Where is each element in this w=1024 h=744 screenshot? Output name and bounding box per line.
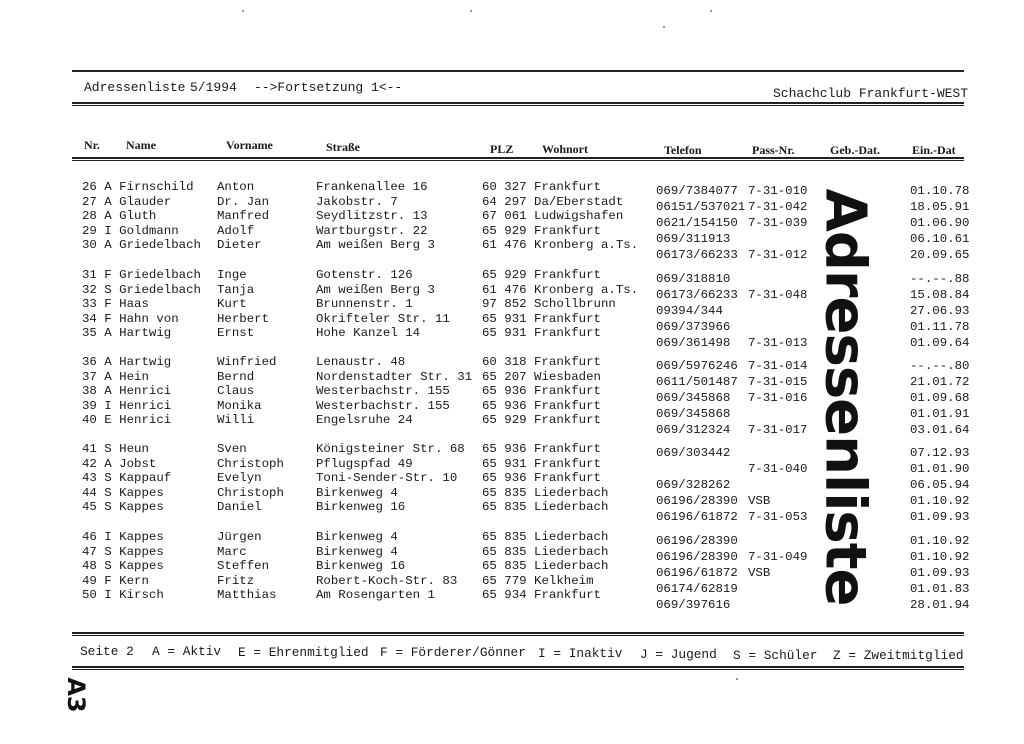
member-phone: 069/311913 <box>656 232 731 247</box>
member-street: Westerbachstr. 155 <box>316 384 450 399</box>
member-postal-city: 65 207 Wiesbaden <box>482 369 601 384</box>
member-first-name: Christoph <box>217 456 284 471</box>
col-plz-header: PLZ <box>490 142 514 156</box>
member-entry-date: 18.05.91 <box>910 200 970 215</box>
member-postal-city: 61 476 Kronberg a.Ts. <box>482 282 639 297</box>
legend-item: Z = Zweitmitglied <box>833 648 964 664</box>
member-entry-date: 01.01.90 <box>910 462 970 477</box>
footer-bottom-rule-2 <box>72 669 964 670</box>
col-strasse-header: Straße <box>326 140 360 154</box>
member-postal-city: 65 835 Liederbach <box>482 544 609 559</box>
member-postal-city: 65 936 Frankfurt <box>482 471 601 486</box>
member-phone: 06173/66233 <box>656 288 738 303</box>
member-postal-city: 97 852 Schollbrunn <box>482 297 616 312</box>
member-first-name: Ernst <box>217 326 255 341</box>
member-first-name: Jürgen <box>217 530 262 544</box>
member-postal-city: 65 835 Liederbach <box>482 500 609 515</box>
member-first-name: Marc <box>217 544 247 559</box>
member-street: Am weißen Berg 3 <box>316 282 435 297</box>
member-street: Seydlitzstr. 13 <box>316 209 428 224</box>
member-street: Okrifteler Str. 11 <box>316 311 450 326</box>
member-pass-number: 7-31-048 <box>748 288 808 303</box>
member-pass-number: 7-31-049 <box>748 550 808 565</box>
member-phone: 069/7384077 <box>656 184 738 199</box>
member-phone: 06151/537021 <box>656 200 746 215</box>
member-first-name: Steffen <box>217 559 270 574</box>
member-first-name: Evelyn <box>217 471 262 486</box>
member-pass-number: 7-31-017 <box>748 423 808 438</box>
member-pass-number: 7-31-012 <box>748 248 808 263</box>
member-entry-date: 01.01.83 <box>910 582 970 597</box>
member-first-name: Matthias <box>217 588 277 603</box>
member-entry-date: 21.01.72 <box>910 375 970 390</box>
member-entry-date: 07.12.93 <box>910 446 970 461</box>
col-name-header: Name <box>126 138 156 152</box>
member-entry-date: 01.09.68 <box>910 391 970 406</box>
member-member-number-name: 42 A Jobst <box>82 456 157 471</box>
member-street: Hohe Kanzel 14 <box>316 326 421 341</box>
member-street: Frankenallee 16 <box>316 180 428 194</box>
member-pass-number: 7-31-014 <box>748 359 808 374</box>
member-postal-city: 65 779 Kelkheim <box>482 573 594 588</box>
member-first-name: Manfred <box>217 209 270 224</box>
member-street: Lenaustr. 48 <box>316 355 406 369</box>
member-first-name: Adolf <box>217 223 255 238</box>
member-first-name: Anton <box>217 180 255 194</box>
member-postal-city: 65 835 Liederbach <box>482 530 609 544</box>
member-member-number-name: 34 F Hahn von <box>82 311 179 326</box>
member-entry-date: 01.06.90 <box>910 216 970 231</box>
member-entry-date: 03.01.64 <box>910 423 970 438</box>
member-member-number-name: 39 I Henrici <box>82 398 172 413</box>
member-member-number-name: 36 A Hartwig <box>82 355 172 369</box>
member-pass-number: VSB <box>748 566 771 581</box>
footer-bottom-rule <box>72 666 964 668</box>
scan-speck <box>736 678 738 680</box>
member-street: Am weißen Berg 3 <box>316 238 435 253</box>
club-name: Schachclub Frankfurt-WEST <box>773 86 969 101</box>
continuation-note: -->Fortsetzung 1<-- <box>254 80 403 95</box>
member-entry-date: 01.01.91 <box>910 407 970 422</box>
member-phone: 069/303442 <box>656 446 731 461</box>
member-member-number-name: 45 S Kappes <box>82 500 164 515</box>
member-phone: 069/397616 <box>656 598 731 613</box>
page-code <box>56 675 96 715</box>
member-street: Birkenweg 16 <box>316 500 406 515</box>
member-postal-city: 65 835 Liederbach <box>482 485 609 500</box>
legend-item: J = Jugend <box>640 646 717 662</box>
member-member-number-name: 26 A Firnschild <box>82 180 194 194</box>
scan-speck <box>663 26 665 28</box>
member-member-number-name: 49 F Kern <box>82 573 149 588</box>
member-member-number-name: 37 A Hein <box>82 369 149 384</box>
member-member-number-name: 46 I Kappes <box>82 530 164 544</box>
member-entry-date: --.--.88 <box>910 272 970 287</box>
member-member-number-name: 33 F Haas <box>82 297 149 312</box>
member-member-number-name: 27 A Glauder <box>82 194 172 209</box>
col-vorname-header: Vorname <box>226 138 273 152</box>
member-street: Am Rosengarten 1 <box>316 588 435 603</box>
member-postal-city: 65 931 Frankfurt <box>482 326 601 341</box>
member-phone: 06173/66233 <box>656 248 738 263</box>
member-phone: 0611/501487 <box>656 375 738 390</box>
member-street: Pflugspfad 49 <box>316 456 413 471</box>
member-entry-date: 01.10.92 <box>910 534 970 549</box>
member-street: Birkenweg 4 <box>316 530 398 544</box>
member-postal-city: 60 327 Frankfurt <box>482 180 601 194</box>
scan-speck <box>470 10 472 12</box>
member-first-name: Tanja <box>217 282 255 297</box>
member-postal-city: 65 929 Frankfurt <box>482 223 601 238</box>
member-member-number-name: 35 A Hartwig <box>82 326 172 341</box>
member-first-name: Willi <box>217 413 255 428</box>
member-street: Jakobstr. 7 <box>316 194 398 209</box>
member-phone: 09394/344 <box>656 304 723 319</box>
member-member-number-name: 44 S Kappes <box>82 485 164 500</box>
member-member-number-name: 38 A Henrici <box>82 384 172 399</box>
member-street: Nordenstadter Str. 31 <box>316 369 473 384</box>
member-postal-city: 67 061 Ludwigshafen <box>482 209 624 224</box>
member-entry-date: --.--.80 <box>910 359 970 374</box>
member-phone: 069/361498 <box>656 336 731 351</box>
member-entry-date: 01.10.92 <box>910 550 970 565</box>
member-first-name: Inge <box>217 268 247 282</box>
member-member-number-name: 41 S Heun <box>82 442 149 456</box>
column-header-rule-2 <box>72 160 964 161</box>
member-phone: 069/373966 <box>656 320 731 335</box>
member-phone: 06196/61872 <box>656 566 738 581</box>
footer-top-rule <box>72 632 964 634</box>
member-entry-date: 15.08.84 <box>910 288 970 303</box>
member-street: Birkenweg 4 <box>316 544 398 559</box>
member-first-name: Sven <box>217 442 247 456</box>
col-nr-header: Nr. <box>84 138 100 152</box>
member-street: Birkenweg 16 <box>316 559 406 574</box>
member-phone: 069/318810 <box>656 272 731 287</box>
list-title: Adressenliste <box>84 80 186 95</box>
member-postal-city: 65 931 Frankfurt <box>482 311 601 326</box>
member-phone: 06196/28390 <box>656 550 738 565</box>
member-pass-number: 7-31-053 <box>748 510 808 525</box>
member-street: Königsteiner Str. 68 <box>316 442 465 456</box>
member-phone: 069/312324 <box>656 423 731 438</box>
member-postal-city: 65 835 Liederbach <box>482 559 609 574</box>
member-postal-city: 65 936 Frankfurt <box>482 442 601 456</box>
member-postal-city: 61 476 Kronberg a.Ts. <box>482 238 639 253</box>
member-postal-city: 65 934 Frankfurt <box>482 588 601 603</box>
member-entry-date: 01.09.64 <box>910 336 970 351</box>
col-ein-header: Ein.-Dat <box>912 143 956 157</box>
member-entry-date: 28.01.94 <box>910 598 970 613</box>
member-postal-city: 65 936 Frankfurt <box>482 398 601 413</box>
member-entry-date: 01.09.93 <box>910 510 970 525</box>
member-phone: 069/5976246 <box>656 359 738 374</box>
page-code-text: A3 <box>62 677 90 713</box>
member-street: Westerbachstr. 155 <box>316 398 450 413</box>
legend-item: I = Inaktiv <box>538 646 623 662</box>
member-pass-number: 7-31-010 <box>748 184 808 199</box>
member-phone: 069/345868 <box>656 407 731 422</box>
member-entry-date: 01.11.78 <box>910 320 970 335</box>
member-street: Engelsruhe 24 <box>316 413 413 428</box>
member-postal-city: 60 318 Frankfurt <box>482 355 601 369</box>
member-member-number-name: 29 I Goldmann <box>82 223 179 238</box>
vertical-title-text: Adressenliste <box>812 188 878 606</box>
member-first-name: Claus <box>217 384 255 399</box>
page-number: Seite 2 <box>80 644 134 659</box>
member-postal-city: 65 929 Frankfurt <box>482 268 601 282</box>
member-entry-date: 01.10.92 <box>910 494 970 509</box>
member-pass-number: 7-31-016 <box>748 391 808 406</box>
legend-item: E = Ehrenmitglied <box>238 644 369 660</box>
scan-speck <box>242 10 244 12</box>
member-member-number-name: 50 I Kirsch <box>82 588 164 603</box>
member-phone: 06196/28390 <box>656 534 738 549</box>
member-phone: 06196/61872 <box>656 510 738 525</box>
header-bottom-rule <box>72 102 964 104</box>
legend-item: A = Aktiv <box>152 644 222 659</box>
footer-top-rule-2 <box>72 635 964 636</box>
member-entry-date: 20.09.65 <box>910 248 970 263</box>
member-phone: 069/328262 <box>656 478 731 493</box>
member-pass-number: 7-31-040 <box>748 462 808 477</box>
member-postal-city: 65 929 Frankfurt <box>482 413 601 428</box>
member-entry-date: 01.09.93 <box>910 566 970 581</box>
member-first-name: Herbert <box>217 311 270 326</box>
member-street: Birkenweg 4 <box>316 485 398 500</box>
member-pass-number: 7-31-015 <box>748 375 808 390</box>
member-member-number-name: 32 S Griedelbach <box>82 282 201 297</box>
member-first-name: Bernd <box>217 369 255 384</box>
member-pass-number: VSB <box>748 494 771 509</box>
col-wohnort-header: Wohnort <box>542 142 589 156</box>
member-member-number-name: 28 A Gluth <box>82 209 157 224</box>
member-entry-date: 06.10.61 <box>910 232 970 247</box>
column-header-rule <box>72 157 964 159</box>
col-telefon-header: Telefon <box>664 143 702 157</box>
member-postal-city: 65 936 Frankfurt <box>482 384 601 399</box>
member-first-name: Fritz <box>217 573 255 588</box>
member-postal-city: 65 931 Frankfurt <box>482 456 601 471</box>
member-street: Gotenstr. 126 <box>316 268 413 282</box>
member-member-number-name: 40 E Henrici <box>82 413 172 428</box>
member-pass-number: 7-31-042 <box>748 200 808 215</box>
list-date: 5/1994 <box>190 80 237 95</box>
member-phone: 06196/28390 <box>656 494 738 509</box>
col-pass-header: Pass-Nr. <box>752 143 795 157</box>
member-first-name: Dieter <box>217 238 262 253</box>
member-member-number-name: 47 S Kappes <box>82 544 164 559</box>
member-street: Toni-Sender-Str. 10 <box>316 471 458 486</box>
member-first-name: Monika <box>217 398 262 413</box>
member-phone: 069/345868 <box>656 391 731 406</box>
member-first-name: Kurt <box>217 297 247 312</box>
member-phone: 0621/154150 <box>656 216 738 231</box>
member-member-number-name: 48 S Kappes <box>82 559 164 574</box>
legend-item: F = Förderer/Gönner <box>380 645 526 661</box>
scan-speck <box>710 10 712 12</box>
member-member-number-name: 31 F Griedelbach <box>82 268 201 282</box>
member-street: Wartburgstr. 22 <box>316 223 428 238</box>
member-entry-date: 06.05.94 <box>910 478 970 493</box>
member-phone: 06174/62819 <box>656 582 738 597</box>
member-entry-date: 27.06.93 <box>910 304 970 319</box>
member-first-name: Christoph <box>217 485 284 500</box>
member-first-name: Winfried <box>217 355 277 369</box>
header-bottom-rule-2 <box>72 105 964 106</box>
member-postal-city: 64 297 Da/Eberstadt <box>482 194 624 209</box>
member-pass-number: 7-31-013 <box>748 336 808 351</box>
member-member-number-name: 30 A Griedelbach <box>82 238 201 253</box>
member-pass-number: 7-31-039 <box>748 216 808 231</box>
member-member-number-name: 43 S Kappauf <box>82 471 172 486</box>
header-top-rule <box>72 70 964 72</box>
member-street: Robert-Koch-Str. 83 <box>316 573 458 588</box>
col-geb-header: Geb.-Dat. <box>830 143 880 157</box>
member-first-name: Dr. Jan <box>217 194 270 209</box>
member-street: Brunnenstr. 1 <box>316 297 413 312</box>
legend-item: S = Schüler <box>733 647 818 663</box>
vertical-title <box>806 188 884 606</box>
member-first-name: Daniel <box>217 500 262 515</box>
member-entry-date: 01.10.78 <box>910 184 970 199</box>
